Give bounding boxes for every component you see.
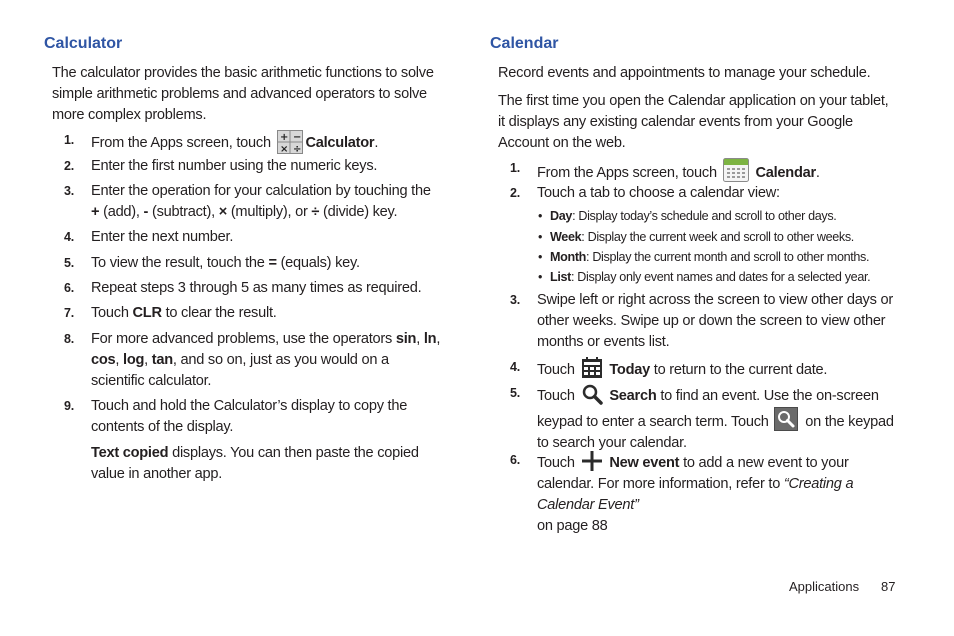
step-number: 6. xyxy=(510,453,520,467)
search-icon xyxy=(581,383,603,405)
operator-sin: sin xyxy=(395,331,417,347)
view-desc: : Display the current week and scroll to other weeks. xyxy=(581,230,854,244)
view-name: List xyxy=(550,270,571,284)
step-text: Touch xyxy=(537,388,575,404)
calendar-app-label: Calendar xyxy=(755,165,816,181)
bullet-dot: • xyxy=(538,209,543,223)
step-number: 4. xyxy=(64,230,74,244)
step-number: 6. xyxy=(64,281,74,295)
bullet-dot: • xyxy=(538,270,543,284)
view-name: Month xyxy=(550,250,587,264)
step-text: Enter the operation for your calculation by touching the xyxy=(91,183,431,199)
step-text: Repeat steps 3 through 5 as many times as required. xyxy=(91,280,422,296)
bullet-dot: • xyxy=(538,250,543,264)
view-name: Week xyxy=(550,230,582,244)
svg-text:÷: ÷ xyxy=(292,144,301,154)
equals-key: = xyxy=(268,255,277,271)
step-text: For more advanced problems, use the operators xyxy=(91,331,393,347)
calendar-intro-2: The first time you open the Calendar application on your tablet, it displays any existing calendar events from your Google Account on the web. xyxy=(498,93,889,151)
calendar-icon xyxy=(723,158,749,182)
page-number: 87 xyxy=(881,579,896,594)
today-icon xyxy=(581,357,603,379)
step-text: to return to the current date. xyxy=(653,362,828,378)
step-text: to clear the result. xyxy=(165,305,277,321)
step-text: Enter the first number using the numeric keys. xyxy=(91,158,378,174)
step-number: 2. xyxy=(510,186,520,200)
step-number: 2. xyxy=(64,159,74,173)
view-desc: : Display the current month and scroll to other months. xyxy=(586,250,870,264)
view-month xyxy=(538,247,900,267)
step-text: (divide) key. xyxy=(322,204,398,220)
view-desc: : Display only event names and dates for a selected year. xyxy=(571,270,871,284)
operator-log: log xyxy=(123,352,145,368)
step-number: 1. xyxy=(510,161,520,175)
step-text: Touch xyxy=(537,455,575,471)
view-day xyxy=(538,206,900,226)
step-text: Touch xyxy=(537,362,575,378)
search-label: Search xyxy=(609,388,657,404)
step-text: Enter the next number. xyxy=(91,229,234,245)
search-key-icon xyxy=(774,407,798,431)
calculator-app-label: Calculator xyxy=(305,135,375,151)
step-text: . xyxy=(815,165,820,181)
step-number: 8. xyxy=(64,332,74,346)
plus-icon xyxy=(581,450,603,472)
view-list xyxy=(538,267,900,287)
step-number: 7. xyxy=(64,306,74,320)
svg-text:×: × xyxy=(279,144,288,154)
calendar-intro: Record events and appointments to manage your schedule. xyxy=(498,65,871,81)
step-number: 1. xyxy=(64,133,74,147)
step-text: Touch and hold the Calculator’s display to copy the contents of the display. xyxy=(91,398,408,435)
svg-text:+: + xyxy=(279,132,288,143)
operator-cos: cos xyxy=(91,352,116,368)
step-number: 3. xyxy=(64,184,74,198)
step-text: From the Apps screen, touch xyxy=(537,165,717,181)
new-event-label: New event xyxy=(609,455,680,471)
step-text: to add a new event to your calendar. For more information, refer to xyxy=(537,455,849,492)
step-text: (add), xyxy=(103,204,140,220)
calculator-heading: Calculator xyxy=(44,35,123,52)
add-key: + xyxy=(91,204,100,220)
operator-tan: tan xyxy=(151,352,173,368)
step-text: (subtract), xyxy=(151,204,215,220)
step-text: . xyxy=(374,135,379,151)
calculator-icon xyxy=(277,130,299,152)
calendar-heading: Calendar xyxy=(490,35,559,52)
step-text: (multiply), or xyxy=(230,204,308,220)
subtract-key: - xyxy=(143,204,149,220)
step-number: 5. xyxy=(510,386,520,400)
step-text: displays. You can then paste the copied value in another app. xyxy=(91,445,419,482)
view-name: Day xyxy=(550,209,573,223)
step-text: From the Apps screen, touch xyxy=(91,135,271,151)
step-text: Swipe left or right across the screen to view other days or other weeks. Swipe up or down the screen to view other months or events list. xyxy=(537,292,893,350)
today-label: Today xyxy=(609,362,650,378)
step-number: 9. xyxy=(64,399,74,413)
step-text: Touch a tab to choose a calendar view: xyxy=(537,185,780,201)
text-copied-label: Text copied xyxy=(91,445,169,461)
step-number: 3. xyxy=(510,293,520,307)
operator-ln: ln xyxy=(423,331,437,347)
step-text: on page 88 xyxy=(537,518,608,534)
bullet-dot: • xyxy=(538,230,543,244)
divide-key: ÷ xyxy=(311,204,320,220)
text-copied-note xyxy=(91,443,444,485)
view-desc: : Display today’s schedule and scroll to other days. xyxy=(572,209,837,223)
step-text: to find an event. Use the on-screen keypad to enter a search term. Touch xyxy=(537,388,879,430)
multiply-key: × xyxy=(218,204,227,220)
cross-reference: “Creating a Calendar Event” xyxy=(537,476,854,513)
footer-section-name: Applications xyxy=(789,579,860,594)
step-number: 4. xyxy=(510,360,520,374)
view-week xyxy=(538,227,900,247)
step-text: , and so on, just as you would on a scientific calculator. xyxy=(91,352,389,389)
calculator-intro: The calculator provides the basic arithmetic functions to solve simple arithmetic problems and advanced operators to solve more complex problems. xyxy=(52,65,434,123)
step-text: on the keypad to search your calendar. xyxy=(537,414,894,451)
step-text: (equals) key. xyxy=(280,255,360,271)
svg-text:−: − xyxy=(292,132,301,143)
step-text: To view the result, touch the xyxy=(91,255,265,271)
clr-key: CLR xyxy=(132,305,162,321)
step-number: 5. xyxy=(64,256,74,270)
step-text: Touch xyxy=(91,305,129,321)
